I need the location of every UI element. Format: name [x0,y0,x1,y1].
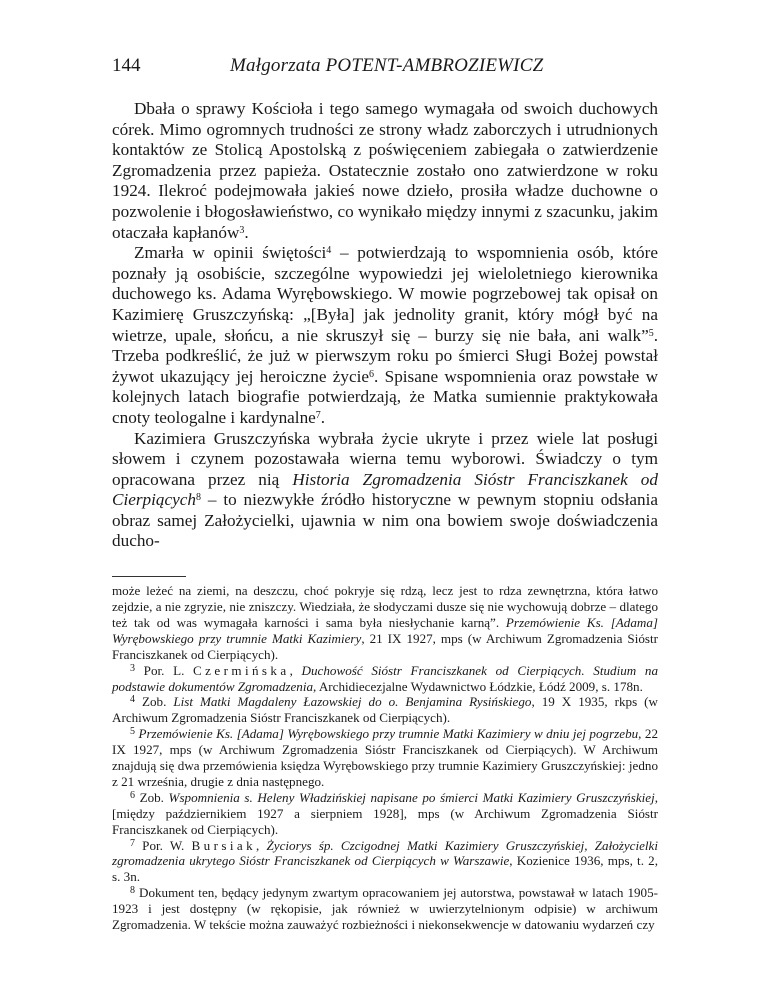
footnote-ref-4[interactable]: 4 [326,245,332,257]
footnotes [112,583,658,933]
page-header [112,55,658,85]
footnote-ref-6[interactable]: 6 [369,368,375,380]
footnote-4: $^4$ Zob. List Matki Magdaleny Łazowskiej do o. Benjamina Rysińskiego, 19 X 1935, rkps (w Archiwum Zgromadzenia Sióstr Franciszkanek od Cierpiących). [112,694,658,726]
body-text [112,99,658,552]
footnote-3: $^3$ Por. L. Czermińska, Duchowość Sióstr Franciszkanek od Cierpiących. Studium na podstawie dokumentów Zgromadzenia, Archidiecezjalne Wydawnictwo Łódzkie, Łódź 2009, s. 178n. [112,662,658,694]
footnote-ref-5[interactable]: 5 [648,327,654,339]
footnote-5: $^5$ Przemówienie Ks. [Adama] Wyrębowskiego przy trumnie Matki Kazimiery w dniu jej pogrzebu, 22 IX 1927, mps (w Archiwum Zgromadzenia Sióstr Franciszkanek od Cierpiących). W Archiwum znajdują się dwa przemówienia księdza Wyrębowskiego przy trumnie Kazimiery Gruszczyńskiej: jedno z 21 września, drugie z dnia następnego. [112,726,658,789]
footnote-divider [112,576,186,577]
footnote-ref-8[interactable]: 8 [196,492,201,504]
page-number: 144 [112,55,141,76]
paragraph-3: Kazimiera Gruszczyńska wybrała życie ukryte i przez wiele lat posługi słowem i czynem pozostawała wierna temu wyborowi. Świadczy o tym opracowana przez nią Historia Zgromadzenia Sióstr Franciszkanek od Cierpiących$^8$ – to niezwykłe źródło historyczne w pewnym stopniu odsłania obraz samej Założycielki, ujawnia w nim ona bowiem swoje doświadczenia ducho- [112,428,658,551]
footnote-continuation: może leżeć na ziemi, na deszczu, choć pokryje się rdzą, lecz jest to rdza zewnętrzna, która łatwo zejdzie, a nie zgryzie, nie zniszczy. Wiedziała, że słodyczami dusze się nie wychowują dobrze – dlatego też tak od was wymagała karności i sama była niesłychanie karną”. Przemówienie Ks. [Adama] Wyrębowskiego przy trumnie Matki Kazimiery, 21 IX 1927, mps (w Archiwum Zgromadzenia Sióstr Franciszkanek od Cierpiących). [112,583,658,662]
paragraph-2: Zmarła w opinii świętości$^4$ – potwierdzają to wspomnienia osób, które poznały ją osobiście, szczególne wypowiedzi jej wieloletniego kierownika duchowego ks. Adama Wyrębowskiego. W mowie pogrzebowej tak opisał on Kazimierę Gruszczyńską: „[Była] jak jednolity granit, który mógł być na wietrze, upale, słońcu, a nie skruszył się – burzy się nie bała, ani walk”$^5$. Trzeba podkreślić, że już w pierwszym roku po śmierci Sługi Bożej powstał żywot ukazujący jej heroiczne życie$^6$. Spisane wspomnienia oraz powstałe w kolejnych latach biografie potwierdzają, że Matka sumiennie praktykowała cnoty teologalne i kardynalne$^7$. [112,243,658,427]
work-title: Historia Zgromadzenia Sióstr Franciszkanek od Cierpiących [112,469,658,510]
footnote-ref-3[interactable]: 3 [239,224,245,236]
footnote-8: $^8$ Dokument ten, będący jedynym zwartym opracowaniem jej autorstwa, powstawał w latach 1905-1923 i jest dostępny (w rękopisie, jak również w uwierzytelnionym odpisie) w archiwum Zgromadzenia. W tekście można zauważyć rozbieżności i niekonsekwencje w datowaniu wydarzeń czy [112,885,658,933]
footnote-7: $^7$ Por. W. Bursiak, Życiorys śp. Czcigodnej Matki Kazimiery Gruszczyńskiej, Założycielki zgromadzenia ukrytego Sióstr Franciszkanek od Cierpiących w Warszawie, Kozienice 1936, mps, t. 2, s. 3n. [112,837,659,885]
footnote-ref-7[interactable]: 7 [315,409,321,421]
page [112,55,658,933]
running-head: Małgorzata POTENT-AMBROZIEWICZ [230,55,544,76]
paragraph-1: Dbała o sprawy Kościoła i tego samego wymagała od swoich duchowych córek. Mimo ogromnych trudności ze strony władz zaborczych i utrudnionych kontaktów ze Stolicą Apostolską z poświęceniem zabiegała o zatwierdzenie Zgromadzenia przez papieża. Ostatecznie zostało ono zatwierdzone w roku 1924. Ilekroć podejmowała jakieś nowe dzieło, prosiła władze duchowne o pozwolenie i błogosławieństwo, co wynikało między innymi z szacunku, jakim otaczała kapłanów$^3$. [112,99,658,242]
footnote-6: $^6$ Zob. Wspomnienia s. Heleny Władzińskiej napisane po śmierci Matki Kazimiery Gruszczyńskiej, [między październikiem 1927 a sierpniem 1928], mps (w Archiwum Zgromadzenia Sióstr Franciszkanek od Cierpiących). [112,789,658,837]
